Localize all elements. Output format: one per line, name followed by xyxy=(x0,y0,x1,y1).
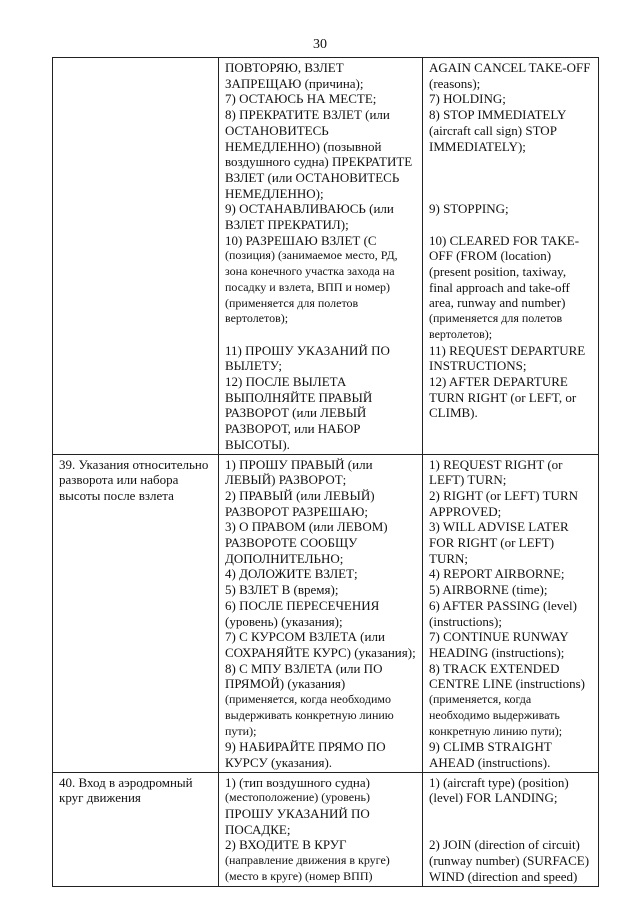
russian-phrase-cell xyxy=(219,454,423,772)
phraseology-table xyxy=(52,57,599,887)
text-line: выдерживать конкретную линию xyxy=(225,707,394,722)
text-line: 1) ПРОШУ ПРАВЫЙ (или xyxy=(225,456,373,472)
text-line: CLIMB). xyxy=(429,405,478,421)
text-line: 40. Вход в аэродромный xyxy=(59,774,193,790)
text-line: ПОВТОРЯЮ, ВЗЛЕТ xyxy=(225,60,344,75)
text-line: 39. Указания относительно xyxy=(59,456,209,472)
text-line: 8) STOP IMMEDIATELY xyxy=(429,107,567,123)
text-line: 9) ОСТАНАВЛИВАЮСЬ (или xyxy=(225,201,394,217)
text-line: 3) WILL ADVISE LATER xyxy=(429,519,569,535)
russian-phrase-cell xyxy=(219,58,423,455)
text-line: ДОПОЛНИТЕЛЬНО; xyxy=(225,550,344,566)
topic-cell xyxy=(53,58,219,455)
text-line: 9) НАБИРАЙТЕ ПРЯМО ПО xyxy=(225,739,386,755)
text-line: 5) AIRBORNE (time); xyxy=(429,582,548,598)
text-line: (позиция) (занимаемое место, РД, xyxy=(225,248,398,263)
text-line: 8) С МПУ ВЗЛЕТА (или ПО xyxy=(225,660,383,676)
text-line: НЕМЕДЛЕННО) (позывной xyxy=(225,138,382,154)
text-line: НЕМЕДЛЕННО); xyxy=(225,185,324,201)
blank-line xyxy=(429,217,594,233)
text-line: final approach and take-off xyxy=(429,279,570,295)
text-line: 10) РАЗРЕШАЮ ВЗЛЕТ (С xyxy=(225,232,377,248)
text-line: (применяется, когда необходимо xyxy=(225,692,391,707)
text-line: конкретную линию пути); xyxy=(429,723,563,738)
text-line: РАЗВОРОТ (или ЛЕВЫЙ xyxy=(225,405,367,421)
text-line: вертолетов); xyxy=(225,311,289,326)
blank-line xyxy=(225,327,418,343)
text-line: 7) CONTINUE RUNWAY xyxy=(429,629,569,645)
text-line: 1) REQUEST RIGHT (or xyxy=(429,456,563,472)
text-line: (level) FOR LANDING; xyxy=(429,790,558,806)
text-line: зона конечного участка захода на xyxy=(225,264,395,279)
text-line: 1) (тип воздушного судна) xyxy=(225,774,370,790)
text-line: 8) ПРЕКРАТИТЕ ВЗЛЕТ (или xyxy=(225,107,390,123)
text-line: FOR RIGHT (or LEFT) xyxy=(429,535,555,551)
text-line: ЗАПРЕЩАЮ (причина); xyxy=(225,75,364,91)
text-line: ОСТАНОВИТЕСЬ xyxy=(225,122,329,138)
text-line: HEADING (instructions); xyxy=(429,645,565,660)
blank-line xyxy=(429,806,594,822)
text-line: (reasons); xyxy=(429,75,481,91)
text-line: 12) AFTER DEPARTURE xyxy=(429,374,568,389)
text-line: 9) STOPPING; xyxy=(429,201,509,217)
text-line: 7) HOLDING; xyxy=(429,91,506,107)
text-line: APPROVED; xyxy=(429,503,502,519)
table-row xyxy=(53,454,599,772)
page-number: 30 xyxy=(313,37,327,52)
text-line: разворота или набора xyxy=(59,472,179,488)
table-body xyxy=(53,58,599,887)
text-line: ВЗЛЕТ (или ОСТАНОВИТЕСЬ xyxy=(225,169,400,185)
text-line: круг движения xyxy=(59,790,141,806)
text-line: 10) CLEARED FOR TAKE- xyxy=(429,232,580,248)
blank-line xyxy=(429,186,594,202)
english-phrase-cell xyxy=(423,454,599,772)
text-line: 2) RIGHT (or LEFT) TURN xyxy=(429,487,579,503)
text-line: (применяется для полетов xyxy=(429,311,563,326)
text-line: воздушного судна) ПРЕКРАТИТЕ xyxy=(225,154,413,170)
blank-line xyxy=(429,822,594,838)
topic-cell xyxy=(53,772,219,886)
text-line: 4) REPORT AIRBORNE; xyxy=(429,566,565,582)
english-phrase-cell xyxy=(423,772,599,886)
text-line: (runway number) (SURFACE) xyxy=(429,853,590,869)
text-line: 5) ВЗЛЕТ В (время); xyxy=(225,582,339,598)
text-line: 2) ПРАВЫЙ (или ЛЕВЫЙ) xyxy=(225,487,375,503)
text-line: РАЗВОРОТЕ СООБЩУ xyxy=(225,535,358,551)
text-line: 12) ПОСЛЕ ВЫЛЕТА xyxy=(225,374,347,390)
text-line: 11) ПРОШУ УКАЗАНИЙ ПО xyxy=(225,342,390,358)
text-line: ПРЯМОЙ) (указания) xyxy=(225,676,346,692)
text-line: 2) JOIN (direction of circuit) xyxy=(429,837,580,853)
text-line: area, runway and number) xyxy=(429,295,566,311)
text-line: TURN; xyxy=(429,550,468,566)
text-line: AHEAD (instructions). xyxy=(429,754,551,770)
text-line: LEFT) TURN; xyxy=(429,472,507,488)
text-line: 7) ОСТАЮСЬ НА МЕСТЕ; xyxy=(225,91,377,107)
text-line: 4) ДОЛОЖИТЕ ВЗЛЕТ; xyxy=(225,566,358,582)
text-line: CENTRE LINE (instructions) xyxy=(429,676,585,692)
table-row xyxy=(53,58,599,455)
text-line: РАЗВОРОТ, или НАБОР xyxy=(225,421,361,437)
text-line: необходимо выдерживать xyxy=(429,707,560,722)
table-row xyxy=(53,772,599,886)
text-line: (aircraft call sign) STOP xyxy=(429,122,557,138)
text-line: INSTRUCTIONS; xyxy=(429,358,527,374)
text-line: (место в круге) (номер ВПП) xyxy=(225,868,373,883)
blank-line xyxy=(429,170,594,186)
text-line: 6) AFTER PASSING (level) xyxy=(429,597,577,613)
text-line: вертолетов); xyxy=(429,326,493,341)
text-line: 7) С КУРСОМ ВЗЛЕТА (или xyxy=(225,629,385,645)
blank-line xyxy=(429,154,594,170)
text-line: (направление движения в круге) xyxy=(225,853,390,868)
text-line: посадку и взлета, ВПП и номер) xyxy=(225,279,391,294)
text-line: AGAIN CANCEL TAKE-OFF xyxy=(429,60,591,75)
text-line: WIND (direction and speed) xyxy=(429,868,578,884)
text-line: 11) REQUEST DEPARTURE xyxy=(429,342,586,358)
text-line: 1) (aircraft type) (position) xyxy=(429,774,569,790)
text-line: OFF (FROM (location) xyxy=(429,248,552,264)
text-line: TURN RIGHT (or LEFT, or xyxy=(429,389,577,405)
text-line: ЛЕВЫЙ) РАЗВОРОТ; xyxy=(225,472,347,488)
text-line: ВЗЛЕТ ПРЕКРАТИЛ); xyxy=(225,217,349,233)
russian-phrase-cell xyxy=(219,772,423,886)
text-line: (present position, taxiway, xyxy=(429,264,567,280)
text-line: высоты после взлета xyxy=(59,487,174,503)
text-line: 9) CLIMB STRAIGHT xyxy=(429,739,552,755)
text-line: ВЫЛЕТУ; xyxy=(225,358,283,374)
text-line: ПРОШУ УКАЗАНИЙ ПО xyxy=(225,806,370,822)
text-line: IMMEDIATELY); xyxy=(429,138,526,154)
text-line: (instructions); xyxy=(429,613,502,629)
text-line: (применяется для полетов xyxy=(225,295,359,310)
text-line: РАЗВОРОТ РАЗРЕШАЮ; xyxy=(225,503,368,519)
text-line: (местоположение) (уровень) xyxy=(225,790,371,805)
english-phrase-cell xyxy=(423,58,599,455)
topic-cell xyxy=(53,454,219,772)
text-line: 8) TRACK EXTENDED xyxy=(429,660,560,676)
text-line: 2) ВХОДИТЕ В КРУГ xyxy=(225,837,347,853)
text-line: (уровень) (указания); xyxy=(225,613,343,629)
text-line: ВЫСОТЫ). xyxy=(225,436,290,452)
text-line: СОХРАНЯЙТЕ КУРС) (указания); xyxy=(225,645,416,660)
text-line: (применяется, когда xyxy=(429,692,532,707)
text-line: КУРСУ (указания). xyxy=(225,754,333,770)
text-line: ВЫПОЛНЯЙТЕ ПРАВЫЙ xyxy=(225,389,373,405)
text-line: пути); xyxy=(225,723,257,738)
text-line: 3) О ПРАВОМ (или ЛЕВОМ) xyxy=(225,519,388,535)
text-line: 6) ПОСЛЕ ПЕРЕСЕЧЕНИЯ xyxy=(225,597,380,613)
text-line: ПОСАДКЕ; xyxy=(225,821,291,837)
